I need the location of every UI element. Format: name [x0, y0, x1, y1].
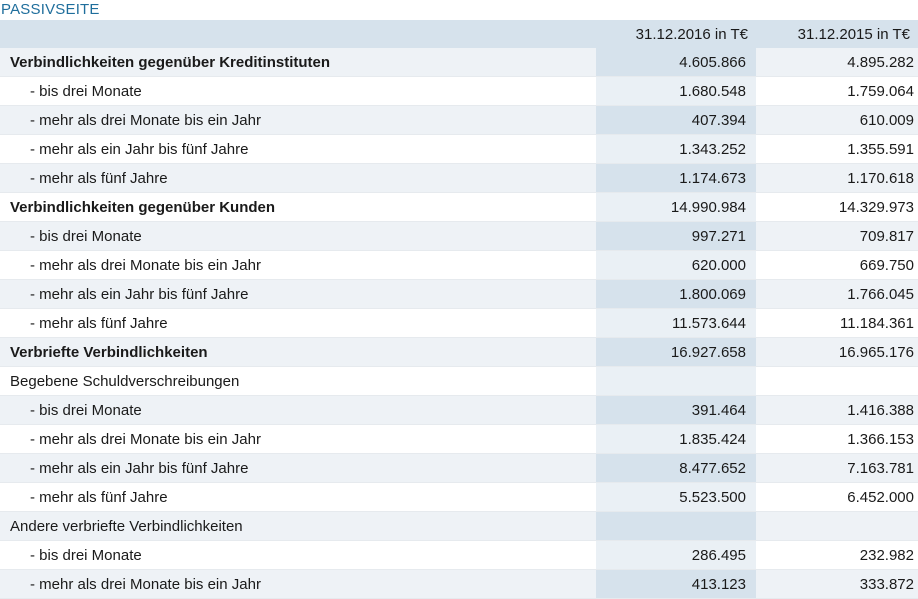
value-2016: 997.271 — [596, 222, 756, 251]
row-label: Begebene Schuldverschreibungen — [10, 372, 240, 390]
value-2015: 333.872 — [859, 575, 914, 593]
table-row — [0, 222, 918, 251]
table-body — [0, 48, 918, 599]
table-row — [0, 512, 918, 541]
value-2015: 16.965.176 — [838, 343, 914, 361]
table-row — [0, 570, 918, 599]
value-2016: 1.800.069 — [596, 280, 756, 309]
table-row — [0, 309, 918, 338]
row-label: - mehr als fünf Jahre — [30, 314, 168, 332]
table-row — [0, 193, 918, 222]
row-label: - bis drei Monate — [30, 82, 142, 100]
value-2016: 413.123 — [596, 570, 756, 599]
row-label: Verbindlichkeiten gegenüber Kunden — [10, 198, 276, 216]
row-label: - bis drei Monate — [30, 546, 142, 564]
value-2015: 4.895.282 — [847, 53, 914, 71]
table-row — [0, 338, 918, 367]
column-header-2015: 31.12.2015 in T€ — [797, 25, 910, 43]
section-title: PASSIVSEITE — [1, 1, 100, 18]
value-2016: 1.343.252 — [596, 135, 756, 164]
liabilities-table — [0, 20, 918, 599]
value-2016: 1.680.548 — [596, 77, 756, 106]
value-2015: 7.163.781 — [847, 459, 914, 477]
value-2015: 709.817 — [859, 227, 914, 245]
row-label: - mehr als drei Monate bis ein Jahr — [30, 430, 261, 448]
table-header-row — [0, 20, 918, 48]
value-2016: 16.927.658 — [596, 338, 756, 367]
value-2016 — [596, 512, 756, 541]
value-2015: 1.416.388 — [847, 401, 914, 419]
row-label: - bis drei Monate — [30, 227, 142, 245]
value-2016: 1.835.424 — [596, 425, 756, 454]
value-2016: 286.495 — [596, 541, 756, 570]
table-row — [0, 135, 918, 164]
table-row — [0, 164, 918, 193]
row-label: - mehr als ein Jahr bis fünf Jahre — [30, 140, 249, 158]
value-2016: 620.000 — [596, 251, 756, 280]
table-row — [0, 483, 918, 512]
row-label: - mehr als drei Monate bis ein Jahr — [30, 111, 261, 129]
column-header-label — [0, 20, 596, 48]
row-label: Verbindlichkeiten gegenüber Kreditinstituten — [10, 53, 331, 71]
row-label: - bis drei Monate — [30, 401, 142, 419]
value-2015: 669.750 — [859, 256, 914, 274]
value-2015: 610.009 — [859, 111, 914, 129]
value-2015: 1.355.591 — [847, 140, 914, 158]
value-2016: 4.605.866 — [596, 48, 756, 77]
value-2015: 1.766.045 — [847, 285, 914, 303]
table-row — [0, 541, 918, 570]
value-2016: 11.573.644 — [596, 309, 756, 338]
row-label: - mehr als ein Jahr bis fünf Jahre — [30, 459, 249, 477]
table-row — [0, 251, 918, 280]
value-2015: 6.452.000 — [847, 488, 914, 506]
value-2015 — [756, 367, 918, 396]
value-2016: 407.394 — [596, 106, 756, 135]
table-row — [0, 396, 918, 425]
row-label: Verbriefte Verbindlichkeiten — [10, 343, 208, 361]
row-label: Andere verbriefte Verbindlichkeiten — [10, 517, 243, 535]
value-2016 — [596, 367, 756, 396]
value-2015: 1.170.618 — [847, 169, 914, 187]
table-row — [0, 367, 918, 396]
table-row — [0, 454, 918, 483]
value-2015: 11.184.361 — [840, 314, 914, 332]
table-row — [0, 77, 918, 106]
row-label: - mehr als drei Monate bis ein Jahr — [30, 575, 261, 593]
value-2015: 1.366.153 — [847, 430, 914, 448]
value-2016: 8.477.652 — [596, 454, 756, 483]
value-2016: 391.464 — [596, 396, 756, 425]
table-row — [0, 280, 918, 309]
value-2015 — [756, 512, 918, 541]
column-header-2016: 31.12.2016 in T€ — [635, 25, 748, 43]
row-label: - mehr als fünf Jahre — [30, 169, 168, 187]
table-row — [0, 106, 918, 135]
row-label: - mehr als ein Jahr bis fünf Jahre — [30, 285, 249, 303]
table-row — [0, 425, 918, 454]
value-2015: 14.329.973 — [838, 198, 914, 216]
value-2016: 5.523.500 — [596, 483, 756, 512]
table-row — [0, 48, 918, 77]
row-label: - mehr als fünf Jahre — [30, 488, 168, 506]
value-2016: 1.174.673 — [596, 164, 756, 193]
value-2015: 1.759.064 — [847, 82, 914, 100]
value-2016: 14.990.984 — [596, 193, 756, 222]
row-label: - mehr als drei Monate bis ein Jahr — [30, 256, 261, 274]
value-2015: 232.982 — [859, 546, 914, 564]
